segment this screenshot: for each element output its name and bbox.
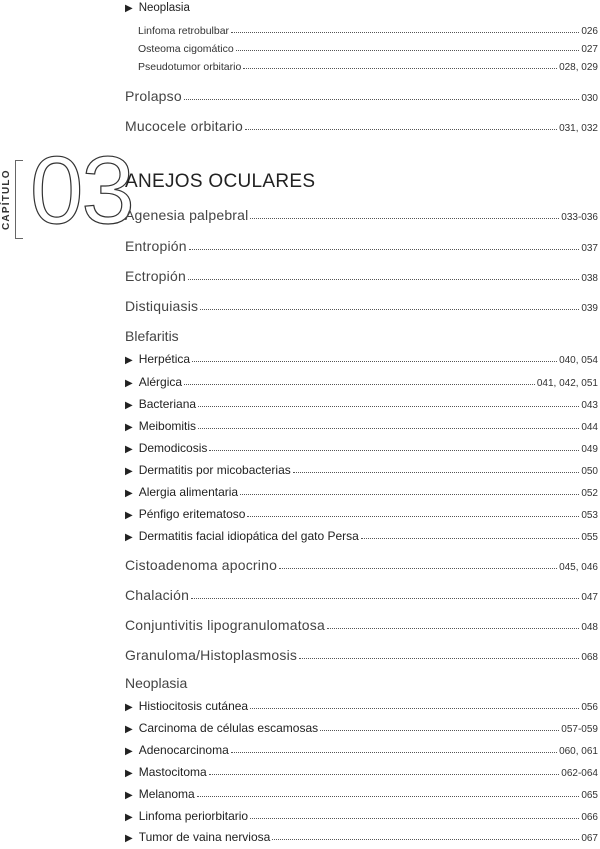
entry-label: Herpética: [138, 352, 191, 366]
dot-leader: [198, 406, 579, 407]
entry-pages: 030: [581, 93, 598, 104]
toc-entry[interactable]: [138, 37, 598, 55]
entry-label: Pénfigo eritematoso: [138, 507, 246, 521]
toc-entry[interactable]: [125, 761, 598, 779]
dot-leader: [188, 279, 579, 280]
entry-pages: 044: [581, 422, 598, 433]
entry-pages: 033-036: [561, 212, 598, 223]
entry-label: Carcinoma de células escamosas: [138, 721, 319, 735]
toc-entry[interactable]: [125, 266, 598, 284]
dot-leader: [361, 538, 580, 539]
entry-label: Ectropión: [125, 268, 186, 284]
triangle-bullet-icon: ▶: [125, 768, 133, 779]
neoplasia-heading: Neoplasia: [125, 675, 188, 691]
entry-label: Alérgica: [138, 375, 183, 389]
toc-entry[interactable]: [125, 585, 598, 603]
triangle-bullet-icon: ▶: [125, 488, 133, 499]
entry-pages: 031, 032: [559, 123, 598, 134]
toc-entry[interactable]: [125, 296, 598, 314]
triangle-bullet-icon: ▶: [125, 833, 133, 844]
entry-label: Pseudotumor orbitario: [138, 61, 242, 73]
triangle-bullet-icon: ▶: [125, 3, 133, 14]
entry-pages: 026: [581, 26, 598, 37]
chapter-bracket: [15, 160, 23, 239]
entry-label: Histiocitosis cutánea: [138, 699, 249, 713]
entry-label: Mastocitoma: [138, 765, 207, 779]
toc-entry[interactable]: [125, 555, 598, 573]
entry-label: Linfoma retrobulbar: [138, 25, 230, 37]
toc-entry[interactable]: [125, 86, 598, 104]
chapter-number: 03: [30, 137, 133, 244]
toc-entry[interactable]: [138, 55, 598, 73]
entry-label: Entropión: [125, 238, 187, 254]
toc-entry[interactable]: [125, 717, 598, 735]
triangle-bullet-icon: ▶: [125, 400, 133, 411]
entry-label: Prolapso: [125, 88, 182, 104]
triangle-bullet-icon: ▶: [125, 444, 133, 455]
entry-label: Granuloma/Histoplasmosis: [125, 647, 298, 663]
dot-leader: [247, 516, 579, 517]
dot-leader: [191, 598, 579, 599]
entry-pages: 056: [581, 702, 598, 713]
toc-entry[interactable]: [125, 393, 598, 411]
entry-pages: 068: [581, 652, 598, 663]
entry-label: Demodicosis: [138, 441, 208, 455]
entry-pages: 055: [581, 532, 598, 543]
entry-label: Dermatitis por micobacterias: [138, 463, 291, 477]
toc-entry[interactable]: [138, 19, 598, 37]
entry-pages: 053: [581, 510, 598, 521]
entry-label: Linfoma periorbitario: [138, 809, 249, 823]
triangle-bullet-icon: ▶: [125, 422, 133, 433]
dot-leader: [293, 472, 580, 473]
entry-label: Meibomitis: [138, 419, 197, 433]
entry-pages: 049: [581, 444, 598, 455]
dot-leader: [243, 68, 557, 69]
triangle-bullet-icon: ▶: [125, 790, 133, 801]
toc-entry[interactable]: [125, 116, 598, 134]
dot-leader: [272, 839, 579, 840]
blefaritis-heading: Blefaritis: [125, 328, 179, 344]
dot-leader: [320, 730, 559, 731]
entry-pages: 041, 042, 051: [536, 378, 598, 389]
toc-entry[interactable]: [125, 205, 598, 223]
entry-label: Alergia alimentaria: [138, 485, 239, 499]
dot-leader: [231, 752, 557, 753]
entry-label: Conjuntivitis lipogranulomatosa: [125, 617, 325, 633]
dot-leader: [192, 361, 557, 362]
entry-label: Cistoadenoma apocrino: [125, 557, 278, 573]
entry-label: Melanoma: [138, 787, 195, 801]
dot-leader: [200, 309, 579, 310]
entry-pages: 057-059: [561, 724, 598, 735]
entry-pages: 060, 061: [559, 746, 598, 757]
entry-pages: 067: [581, 833, 598, 844]
entry-label: Dermatitis facial idiopática del gato Persa: [138, 529, 359, 543]
toc-entry[interactable]: [125, 525, 598, 543]
triangle-bullet-icon: ▶: [125, 466, 133, 477]
entry-pages: 062-064: [561, 768, 598, 779]
entry-label: Tumor de vaina nerviosa: [138, 830, 271, 844]
entry-label: Distiquiasis: [125, 298, 199, 314]
entry-label: Mucocele orbitario: [125, 118, 243, 134]
triangle-bullet-icon: ▶: [125, 532, 133, 543]
chapter-label: CAPÍTULO: [1, 169, 12, 231]
chapter-title: ANEJOS OCULARES: [125, 171, 316, 192]
dot-leader: [189, 249, 580, 250]
triangle-bullet-icon: ▶: [125, 355, 133, 366]
entry-pages: 028, 029: [559, 62, 598, 73]
entry-pages: 038: [581, 273, 598, 284]
toc-entry[interactable]: [125, 645, 598, 663]
entry-pages: 037: [581, 243, 598, 254]
toc-entry[interactable]: [125, 459, 598, 477]
toc-entry[interactable]: [125, 481, 598, 499]
entry-pages: 043: [581, 400, 598, 411]
entry-pages: 039: [581, 303, 598, 314]
dot-leader: [236, 50, 580, 51]
toc-entry[interactable]: [125, 415, 598, 433]
entry-pages: 047: [581, 592, 598, 603]
toc-entry[interactable]: [125, 805, 598, 823]
toc-entry[interactable]: [125, 348, 598, 366]
neoplasia-heading-top: ▶ Neoplasia: [125, 2, 190, 14]
toc-entry[interactable]: [125, 615, 598, 633]
triangle-bullet-icon: ▶: [125, 378, 133, 389]
dot-leader: [240, 494, 579, 495]
entry-pages: 045, 046: [559, 562, 598, 573]
entry-label: Agenesia palpebral: [125, 207, 249, 223]
triangle-bullet-icon: ▶: [125, 510, 133, 521]
triangle-bullet-icon: ▶: [125, 746, 133, 757]
dot-leader: [184, 384, 535, 385]
entry-pages: 048: [581, 622, 598, 633]
dot-leader: [245, 129, 557, 130]
dot-leader: [250, 708, 579, 709]
dot-leader: [327, 628, 579, 629]
triangle-bullet-icon: ▶: [125, 724, 133, 735]
entry-pages: 040, 054: [559, 355, 598, 366]
dot-leader: [198, 428, 579, 429]
entry-label: Osteoma cigomático: [138, 43, 234, 55]
toc-entry[interactable]: [125, 371, 598, 389]
entry-pages: 050: [581, 466, 598, 477]
toc-entry[interactable]: [125, 826, 598, 844]
entry-label: Bacteriana: [138, 397, 197, 411]
dot-leader: [231, 32, 579, 33]
dot-leader: [250, 218, 559, 219]
dot-leader: [279, 568, 557, 569]
dot-leader: [209, 450, 579, 451]
dot-leader: [250, 818, 579, 819]
entry-pages: 065: [581, 790, 598, 801]
toc-entry[interactable]: [125, 236, 598, 254]
entry-label: Adenocarcinoma: [138, 743, 229, 757]
entry-pages: 027: [581, 44, 598, 55]
dot-leader: [184, 99, 579, 100]
entry-pages: 052: [581, 488, 598, 499]
toc-entry[interactable]: [125, 503, 598, 521]
dot-leader: [209, 774, 560, 775]
triangle-bullet-icon: ▶: [125, 812, 133, 823]
triangle-bullet-icon: ▶: [125, 702, 133, 713]
dot-leader: [197, 796, 580, 797]
toc-entry[interactable]: [125, 783, 598, 801]
toc-entry[interactable]: [125, 739, 598, 757]
entry-pages: 066: [581, 812, 598, 823]
entry-label: Chalación: [125, 587, 190, 603]
toc-entry[interactable]: [125, 695, 598, 713]
dot-leader: [299, 658, 579, 659]
toc-entry[interactable]: [125, 437, 598, 455]
